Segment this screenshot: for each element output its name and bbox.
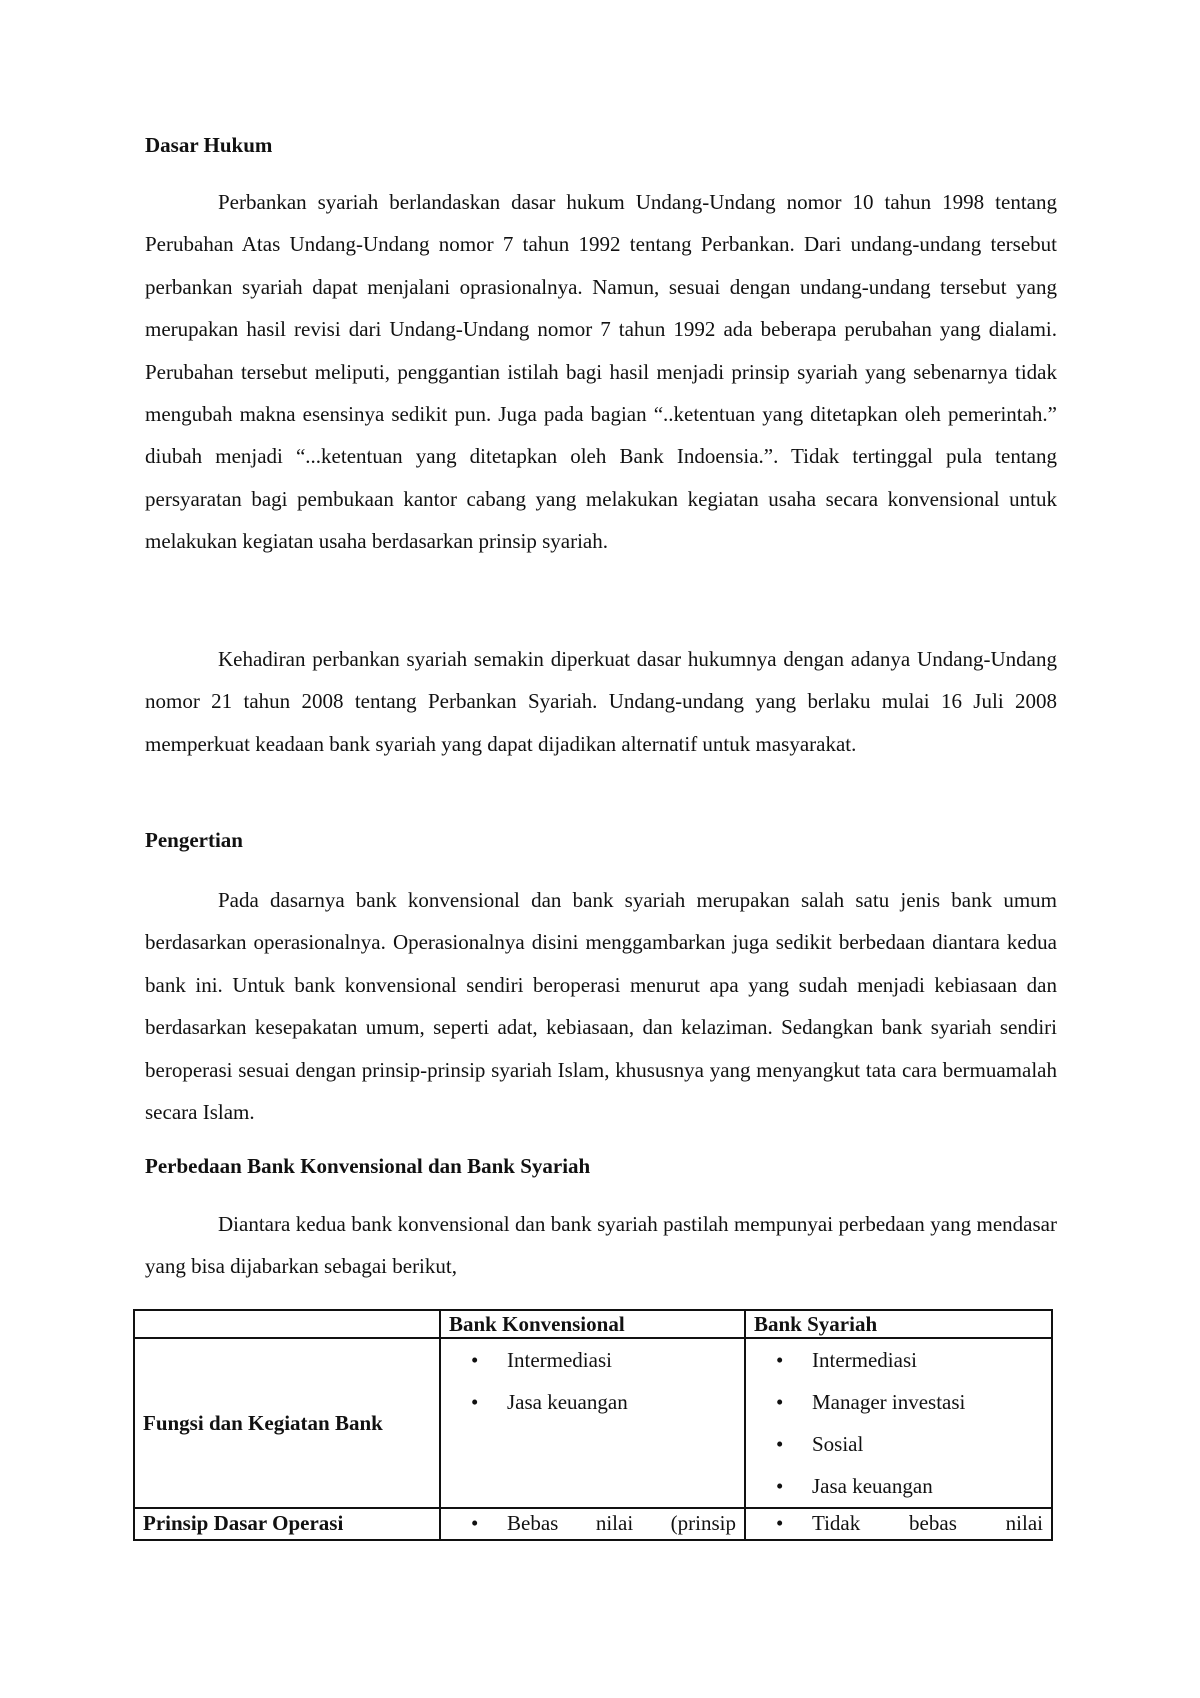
paragraph-perbedaan-1: Diantara kedua bank konvensional dan bank syariah pastilah mempunyai perbedaan yang mendasar yang bisa dijabarkan sebagai berikut, [145,1212,1057,1279]
list-item [754,1339,1043,1381]
table-row-label: Prinsip Dasar Operasi [134,1508,440,1540]
list-item-text: Bebas nilai (prinsip [507,1511,736,1535]
table-header-cell: Bank Syariah [745,1310,1052,1338]
bullet-list [754,1509,1043,1537]
paragraph-dasar-hukum-1: Perbankan syariah berlandaskan dasar hukum Undang-Undang nomor 10 tahun 1998 tentang Perubahan Atas Undang-Undang nomor 7 tahun 1992 tentang Perbankan. Dari undang-undang tersebut perbankan syariah dapat menjalani oprasionalnya. Namun, sesuai dengan undang-undang tersebut yang merupakan hasil revisi dari Undang-Undang nomor 7 tahun 1992 ada beberapa perubahan yang dialami. Perubahan tersebut meliputi, penggantian istilah bagi hasil menjadi prinsip syariah yang sebenarnya tidak mengubah makna esensinya sedikit pun. Juga pada bagian “..ketentuan yang ditetapkan oleh pemerintah.” diubah menjadi “...ketentuan yang ditetapkan oleh Bank Indoensia.”. Tidak tertinggal pula tentang persyaratan bagi pembukaan kantor cabang yang melakukan kegiatan usaha secara konvensional untuk melakukan kegiatan usaha berdasarkan prinsip syariah. [145,190,1057,554]
comparison-table [133,1309,1053,1541]
section-title-pengertian: Pengertian [145,828,243,852]
list-item-text: Intermediasi [812,1348,917,1372]
table-header-row [134,1310,1052,1338]
table-header-cell: Bank Konvensional [440,1310,745,1338]
list-item [754,1509,1043,1537]
bullet-list [754,1339,1043,1507]
table-cell-konvensional [440,1508,745,1540]
bullet-icon: • [776,1348,784,1372]
list-item [754,1381,1043,1423]
paragraph-pengertian-1: Pada dasarnya bank konvensional dan bank syariah merupakan salah satu jenis bank umum berdasarkan operasionalnya. Operasionalnya disini menggambarkan juga sedikit berbedaan diantara kedua bank ini. Untuk bank konvensional sendiri beroperasi menurut apa yang sudah menjadi kebiasaan dan berdasarkan kesepakatan umum, seperti adat, kebiasaan, dan kelaziman. Sedangkan bank syariah sendiri beroperasi sesuai dengan prinsip-prinsip syariah Islam, khususnya yang menyangkut tata cara bermuamalah secara Islam. [145,888,1057,1125]
section-title-dasar-hukum: Dasar Hukum [145,133,273,157]
list-item [754,1423,1043,1465]
bullet-icon: • [471,1348,479,1372]
bullet-icon: • [776,1474,784,1498]
table-cell-konvensional [440,1338,745,1508]
section-title-perbedaan: Perbedaan Bank Konvensional dan Bank Syariah [145,1154,591,1178]
list-item [449,1381,736,1423]
list-item-text: Jasa keuangan [507,1390,628,1414]
list-item-text: Sosial [812,1432,864,1456]
bullet-icon: • [776,1511,784,1535]
list-item [449,1339,736,1381]
table-row [134,1338,1052,1508]
list-item-text: Intermediasi [507,1348,612,1372]
list-item-text: Tidak bebas nilai [812,1511,1043,1535]
table-cell-syariah [745,1338,1052,1508]
bullet-list [449,1509,736,1537]
list-item-text: Jasa keuangan [812,1474,933,1498]
table-cell-syariah [745,1508,1052,1540]
table-header-cell [134,1310,440,1338]
table-row [134,1508,1052,1540]
bullet-icon: • [471,1511,479,1535]
table-row-label: Fungsi dan Kegiatan Bank [134,1338,440,1508]
bullet-icon: • [776,1432,784,1456]
list-item [449,1509,736,1537]
paragraph-dasar-hukum-2: Kehadiran perbankan syariah semakin diperkuat dasar hukumnya dengan adanya Undang-Undang nomor 21 tahun 2008 tentang Perbankan Syariah. Undang-undang yang berlaku mulai 16 Juli 2008 memperkuat keadaan bank syariah yang dapat dijadikan alternatif untuk masyarakat. [145,647,1057,756]
bullet-list [449,1339,736,1423]
bullet-icon: • [776,1390,784,1414]
list-item-text: Manager investasi [812,1390,966,1414]
list-item [754,1465,1043,1507]
bullet-icon: • [471,1390,479,1414]
